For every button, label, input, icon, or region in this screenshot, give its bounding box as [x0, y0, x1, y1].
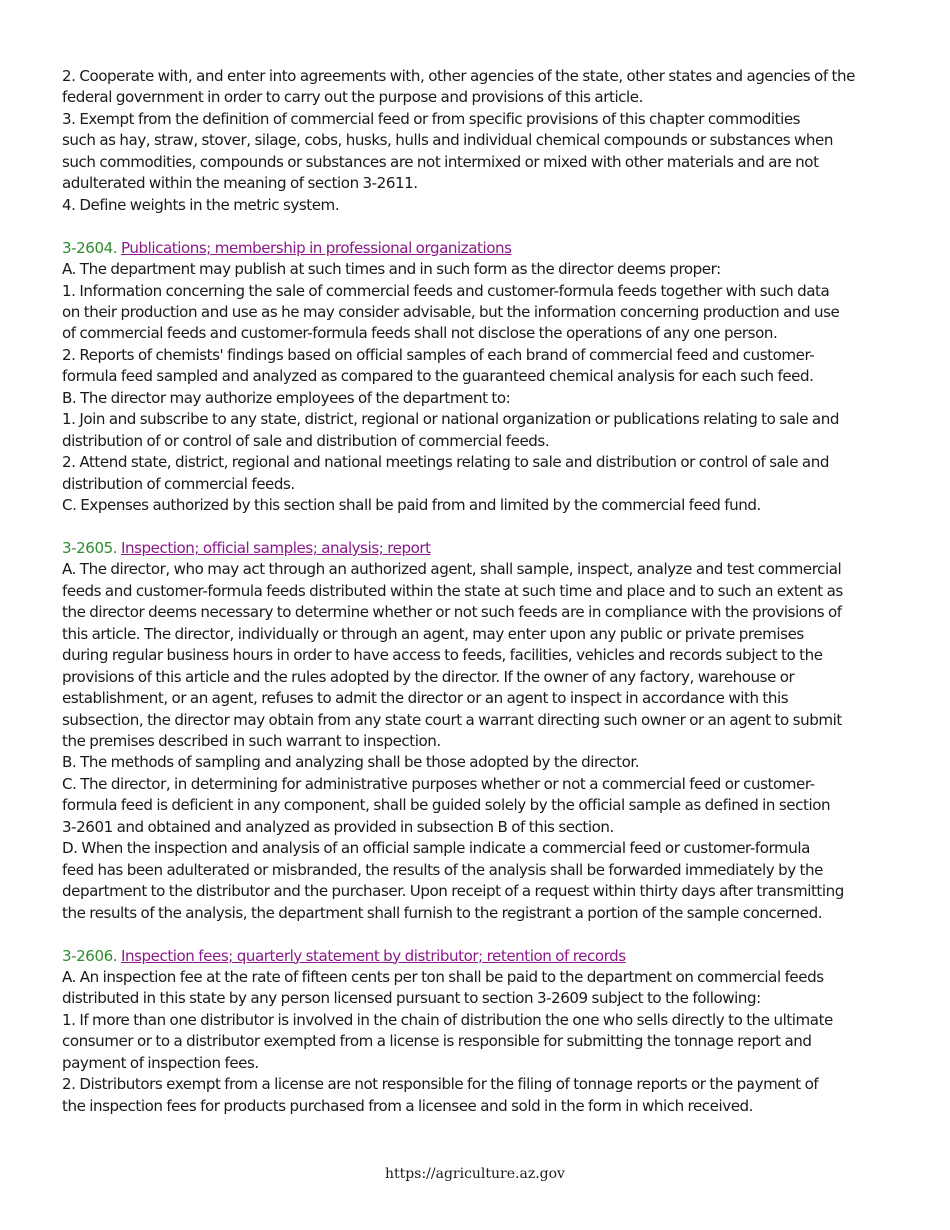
section-title-link[interactable]: Inspection; official samples; analysis; report	[120, 538, 431, 557]
section-line: the director deems necessary to determine whether or not such feeds are in compliance with the provisions of	[62, 603, 842, 622]
section-line: this article. The director, individually or through an agent, may enter upon any public or private premises	[62, 624, 804, 643]
section-number: 3-2606	[62, 946, 113, 965]
section-line: on their production and use as he may consider advisable, but the information concerning production and use	[62, 302, 840, 321]
section-line: distribution of commercial feeds.	[62, 474, 295, 493]
intro-line: such as hay, straw, stover, silage, cobs, husks, hulls and individual chemical compounds or substances when	[62, 131, 833, 150]
section-line: during regular business hours in order to have access to feeds, facilities, vehicles and records subject to the	[62, 646, 823, 665]
intro-line: 2. Cooperate with, and enter into agreements with, other agencies of the state, other states and agencies of the	[62, 67, 855, 85]
section-spacer	[62, 216, 888, 237]
footer-url: https://agriculture.az.gov	[385, 1166, 565, 1182]
section-line: A. The director, who may act through an authorized agent, shall sample, inspect, analyze and test commercial	[62, 560, 842, 579]
section-line: B. The director may authorize employees of the department to:	[62, 388, 511, 407]
section-3-2605	[62, 538, 888, 924]
section-number: 3-2604	[62, 238, 113, 257]
section-line: of commercial feeds and customer-formula feeds shall not disclose the operations of any one person.	[62, 324, 778, 343]
section-line: subsection, the director may obtain from any state court a warrant directing such owner or an agent to submit	[62, 710, 842, 729]
document-body	[62, 66, 888, 1117]
section-3-2604	[62, 238, 888, 517]
section-line: consumer or to a distributor exempted from a license is responsible for submitting the tonnage report and	[62, 1032, 812, 1051]
section-line: the premises described in such warrant to inspection.	[62, 732, 441, 751]
section-3-2606	[62, 946, 888, 1118]
section-line: distributed in this state by any person licensed pursuant to section 3-2609 subject to the following:	[62, 989, 761, 1008]
intro-line: such commodities, compounds or substances are not intermixed or mixed with other materials and are not	[62, 152, 819, 171]
section-line: the inspection fees for products purchased from a licensee and sold in the form in which received.	[62, 1096, 754, 1115]
intro-line: adulterated within the meaning of section 3-2611.	[62, 174, 418, 193]
section-spacer	[62, 924, 888, 945]
section-line: provisions of this article and the rules adopted by the director. If the owner of any factory, warehouse or	[62, 667, 795, 686]
section-line: distribution of or control of sale and distribution of commercial feeds.	[62, 431, 550, 450]
section-line: A. The department may publish at such times and in such form as the director deems proper:	[62, 260, 721, 279]
section-heading: 3-2605. Inspection; official samples; analysis; report	[62, 538, 431, 557]
section-title-link[interactable]: Inspection fees; quarterly statement by distributor; retention of records	[120, 946, 626, 965]
section-line: A. An inspection fee at the rate of fifteen cents per ton shall be paid to the department on commercial feeds	[62, 967, 824, 986]
section-line: department to the distributor and the purchaser. Upon receipt of a request within thirty days after transmitting	[62, 882, 844, 901]
section-line: feeds and customer-formula feeds distributed within the state at such time and place and to such an extent as	[62, 581, 843, 600]
section-line: 3-2601 and obtained and analyzed as provided in subsection B of this section.	[62, 817, 614, 836]
section-line: D. When the inspection and analysis of an official sample indicate a commercial feed or customer-formula	[62, 839, 810, 858]
intro-block	[62, 66, 888, 216]
intro-line: 4. Define weights in the metric system.	[62, 195, 340, 214]
section-heading: 3-2604. Publications; membership in professional organizations	[62, 238, 512, 257]
section-line: formula feed is deficient in any component, shall be guided solely by the official sample as defined in section	[62, 796, 831, 815]
section-line: B. The methods of sampling and analyzing shall be those adopted by the director.	[62, 753, 640, 772]
section-title-link[interactable]: Publications; membership in professional organizations	[120, 238, 512, 257]
section-heading: 3-2606. Inspection fees; quarterly statement by distributor; retention of records	[62, 946, 626, 965]
section-line: establishment, or an agent, refuses to admit the director or an agent to inspect in accordance with this	[62, 689, 789, 708]
section-number: 3-2605	[62, 538, 113, 557]
section-line: 2. Distributors exempt from a license are not responsible for the filing of tonnage reports or the payment of	[62, 1075, 819, 1094]
section-line: the results of the analysis, the department shall furnish to the registrant a portion of the sample concerned.	[62, 903, 823, 922]
section-line: 2. Reports of chemists' findings based on official samples of each brand of commercial feed and customer-	[62, 345, 815, 364]
section-line: payment of inspection fees.	[62, 1053, 259, 1072]
section-line: feed has been adulterated or misbranded, the results of the analysis shall be forwarded immediately by the	[62, 860, 823, 879]
section-line: 2. Attend state, district, regional and national meetings relating to sale and distribution or control of sale and	[62, 453, 829, 472]
section-line: 1. If more than one distributor is involved in the chain of distribution the one who sells directly to the ultimate	[62, 1010, 833, 1029]
section-line: formula feed sampled and analyzed as compared to the guaranteed chemical analysis for each such feed.	[62, 367, 814, 386]
intro-line: federal government in order to carry out the purpose and provisions of this article.	[62, 88, 643, 107]
intro-line: 3. Exempt from the definition of commercial feed or from specific provisions of this chapter commodities	[62, 109, 801, 128]
section-spacer	[62, 517, 888, 538]
section-line: 1. Join and subscribe to any state, district, regional or national organization or publications relating to sale and	[62, 410, 839, 429]
section-line: 1. Information concerning the sale of commercial feeds and customer-formula feeds together with such data	[62, 281, 830, 300]
section-line: C. Expenses authorized by this section shall be paid from and limited by the commercial feed fund.	[62, 496, 761, 515]
section-line: C. The director, in determining for administrative purposes whether or not a commercial feed or customer-	[62, 774, 815, 793]
